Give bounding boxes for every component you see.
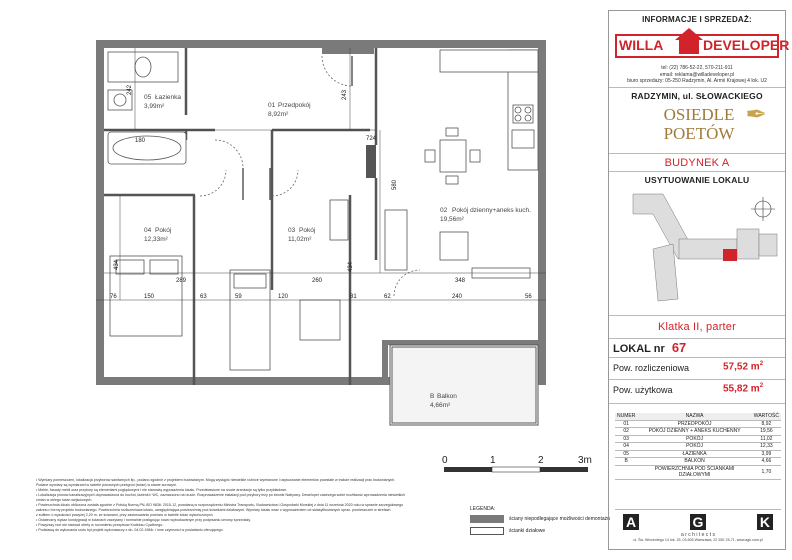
lokal-row — [613, 340, 686, 355]
area-calc-value — [723, 361, 763, 372]
table-header: NAZWA — [637, 413, 751, 420]
area-use-value — [723, 383, 763, 394]
note-line: Podane wymiary są wymiarami w świetle ponosnych przegród (ścian) w stanie surowym. — [36, 483, 178, 488]
dim-label: 62 — [384, 294, 391, 300]
room-area: 3,99m² — [144, 103, 165, 110]
note-line: • Podstawą do wykonania rzutu był projekt wykonawczy z dn. 04.02.1984r. i inne czynności w posiadaniu oferującego. — [36, 528, 224, 533]
contact-header: INFORMACJE I SPRZEDAŻ: — [642, 15, 752, 24]
area-unit-sup: 2 — [759, 361, 764, 367]
unit-location-marker — [723, 249, 737, 261]
table-cell: 03 — [615, 435, 637, 443]
table-row — [615, 443, 781, 451]
compass-icon — [751, 197, 775, 221]
area-use-label: Pow. użytkowa — [613, 385, 673, 395]
table-row — [615, 465, 781, 479]
dim-label: 434 — [348, 261, 354, 272]
note-line: • Meble, fasady mebli oraz przybory są elementami poglądowymi i nie stanowią wyposażenia lokalu. Przedstawione na rzucie aranżacje są tylko przykładowe. — [36, 488, 288, 493]
table-cell: B — [615, 458, 637, 466]
table-cell: 3,99 — [752, 450, 781, 458]
room-number: B — [430, 393, 435, 400]
agk-architects-logo — [615, 509, 781, 547]
room-number: 03 — [288, 227, 296, 234]
location-title: USYTUOWANIE LOKALU — [644, 175, 750, 185]
room-area: 11,02m² — [288, 236, 312, 243]
disclaimer-notes — [36, 478, 464, 534]
dim-label: 348 — [455, 278, 466, 284]
table-cell — [615, 465, 637, 479]
room-number: 04 — [144, 227, 152, 234]
dim-label: 434 — [114, 259, 120, 270]
site-location-map — [613, 189, 783, 309]
note-line: z sufitem o wysokości powyżej 2,20 m, ze ścianami, przy zastosowaniu pomiaru w świetle ścian wykończonych. — [36, 513, 214, 518]
brand-right: DEVELOPER — [703, 37, 790, 53]
door-leaves — [243, 56, 352, 200]
table-row — [615, 428, 781, 436]
lokal-number: 67 — [671, 340, 687, 355]
table-cell: 05 — [615, 450, 637, 458]
room-name: Przedpokój — [278, 102, 311, 109]
table-cell: 8,92 — [752, 420, 781, 428]
dim-label: 150 — [144, 294, 155, 300]
room-name: Balkon — [437, 393, 457, 400]
bedroom-furniture — [110, 200, 348, 370]
dining-table — [425, 128, 480, 184]
scale-bar — [442, 455, 592, 472]
table-cell: POWIERZCHNIA POD ŚCIANKAMI DZIAŁOWYMI — [637, 465, 751, 479]
scale-label: 1 — [490, 455, 496, 466]
legend-title: LEGENDA: — [470, 506, 496, 512]
agk-letter: A — [623, 514, 639, 530]
room-area: 8,92m² — [268, 111, 289, 118]
note-line: • Lokalizacja pionów kanalizacyjnych doprowadzona do kuchni, łazienki i WC, zaznaczono na rzucie. Rozprowadzenie instalacji pod przybory leży po stronie Nabywcy. Deweloper zastrzega sobie możliwość wprowadzenia niewielkich — [36, 493, 406, 498]
dim-label: 260 — [312, 278, 323, 284]
legend-item — [470, 527, 610, 535]
table-cell: 02 — [615, 428, 637, 436]
dim-label: 81 — [350, 294, 357, 300]
table-cell: PRZEDPOKÓJ — [637, 420, 751, 428]
table-cell: BALKON — [637, 458, 751, 466]
room-number: 02 — [440, 207, 448, 214]
room-name: Pokój dzienny+aneks kuch. — [452, 207, 531, 214]
contact-info — [609, 65, 785, 85]
table-cell: POKÓJ DZIENNY + ANEKS KUCHENNY — [637, 428, 751, 436]
project-address: RADZYMIN, ul. SŁOWACKIEGO — [631, 91, 763, 101]
table-row — [615, 450, 781, 458]
room-area: 4,66m² — [430, 402, 451, 409]
room-name: Pokój — [155, 227, 172, 234]
agk-tagline: a r c h i t e c t s — [681, 532, 715, 538]
site-map-drawing — [613, 189, 783, 309]
room-area: 19,56m² — [440, 216, 464, 223]
legend-label: ścianki działowe — [509, 528, 546, 534]
note-line: • Powyższy rzut nie stanowi oferty w rozumieniu przepisów Kodeksu Cywilnego. — [36, 523, 164, 528]
note-line: zmian w obiegu ścian wejściowych. — [36, 498, 93, 503]
note-line: • Wymiary pomieszczeń, lokalizacja przyborów sanitarnych itp., podano zgodnie z projektem budowlanym. Mogą wystąpić niewielkie różnice wymiarowe i usytuowanie elementów powstałe w trakcie realizacji prac budowlanych. — [36, 478, 396, 482]
scale-label: 0 — [442, 455, 448, 466]
legend-item — [470, 515, 610, 523]
dim-label: 56 — [525, 294, 532, 300]
house-icon — [675, 28, 703, 40]
feather-icon: ✒ — [745, 100, 767, 129]
room-name: Łazienka — [155, 94, 182, 101]
room-number: 01 — [268, 102, 276, 109]
note-line: • Powierzchnia lokalu obliczona została zgodnie z Polską Normą PN-ISO 9836: 2015-12, powołaną w rozporządzeniu Ministra Transportu, Budownictwa i Gospodarki Morskiej z dnia 11 września 2020 roku w sprawie szczegółowego — [36, 503, 404, 508]
contact-office: biuro sprzedaży: 05-250 Radzymin, Al. Armii Krajowej 4 lok. U2 — [627, 78, 767, 85]
agk-letter: K — [757, 514, 773, 530]
room-area: 12,33m² — [144, 236, 168, 243]
agk-letter: G — [690, 514, 707, 530]
area-use-number: 55,82 m — [723, 383, 760, 395]
dim-label: 242 — [127, 84, 133, 95]
rooms-table — [615, 413, 781, 480]
info-panel — [608, 10, 790, 550]
table-cell: 19,56 — [752, 428, 781, 436]
legend — [470, 506, 610, 535]
table-cell: 12,33 — [752, 443, 781, 451]
area-calc-label: Pow. rozliczeniowa — [613, 363, 690, 373]
willa-developer-logo — [615, 28, 790, 62]
building-name: BUDYNEK A — [664, 157, 730, 169]
legend-swatch-structural — [470, 515, 504, 523]
dim-label: 243 — [342, 89, 348, 100]
table-cell: POKÓJ — [637, 435, 751, 443]
agk-address: ul. Św. Wincentego 14 lok. 25, 03-505 Warszawa, 22 250-78-71, www.agk.com.pl — [633, 538, 763, 542]
note-line: • Ostateczny wykaz kondygnacji w ścianach zaczytany i normalnie postępując nowo wybudowanym przy podpisaniu umowy sprzedaży. — [36, 518, 251, 523]
dim-label: 180 — [135, 138, 146, 144]
table-cell: 4,66 — [752, 458, 781, 466]
legend-label: ściany niepodlegające możliwości demontażu — [509, 516, 610, 522]
dim-label: 724 — [366, 136, 377, 142]
lokal-label: LOKAL nr — [613, 343, 665, 355]
table-header: NUMER — [617, 413, 636, 419]
brand-left: WILLA — [619, 37, 664, 53]
table-cell: 01 — [615, 420, 637, 428]
dim-label: 580 — [392, 179, 398, 190]
dim-label: 240 — [452, 294, 463, 300]
dim-label: 59 — [235, 294, 242, 300]
room-name: Pokój — [299, 227, 316, 234]
table-cell: 1,70 — [752, 465, 781, 479]
scale-label: 2 — [538, 455, 544, 466]
table-row — [615, 420, 781, 428]
scale-label: 3m — [578, 455, 592, 466]
table-header-row — [615, 413, 781, 420]
dim-label: 63 — [200, 294, 207, 300]
table-cell: 04 — [615, 443, 637, 451]
table-header: WARTOŚĆ — [753, 413, 779, 419]
osiedle-poetow-logo — [639, 100, 767, 149]
balcony — [390, 345, 538, 425]
dim-label: 76 — [110, 294, 117, 300]
legend-swatch-partition — [470, 527, 504, 535]
project-name-line2: POETÓW — [663, 124, 735, 143]
contact-email: email: reklama@willadeveloper.pl — [659, 71, 735, 78]
table-cell: POKÓJ — [637, 443, 751, 451]
table-row — [615, 458, 781, 466]
dim-label: 289 — [176, 278, 187, 284]
dim-label: 120 — [278, 294, 289, 300]
contact-phone: tel: (22) 786-52-22, 570-211-911 — [661, 65, 733, 71]
table-cell: ŁAZIENKA — [637, 450, 751, 458]
table-cell: 11,02 — [752, 435, 781, 443]
note-line: zakresu i formy projektu budowlanego. Powierzchnia rozliczeniowa lokalu, uwzględniająca powierzchnię pod ściankami działowymi. Wymiary lokalu wraz z wyposażeniem od sklasyfikowanych oprac. pomieszczeń w strefach — [36, 508, 391, 513]
table-row — [615, 435, 781, 443]
area-unit-sup: 2 — [759, 383, 764, 389]
room-number: 05 — [144, 94, 152, 101]
project-name-line1: OSIEDLE — [663, 105, 735, 124]
stair-label: Klatka II, parter — [658, 321, 736, 333]
area-calc-number: 57,52 m — [723, 361, 760, 373]
